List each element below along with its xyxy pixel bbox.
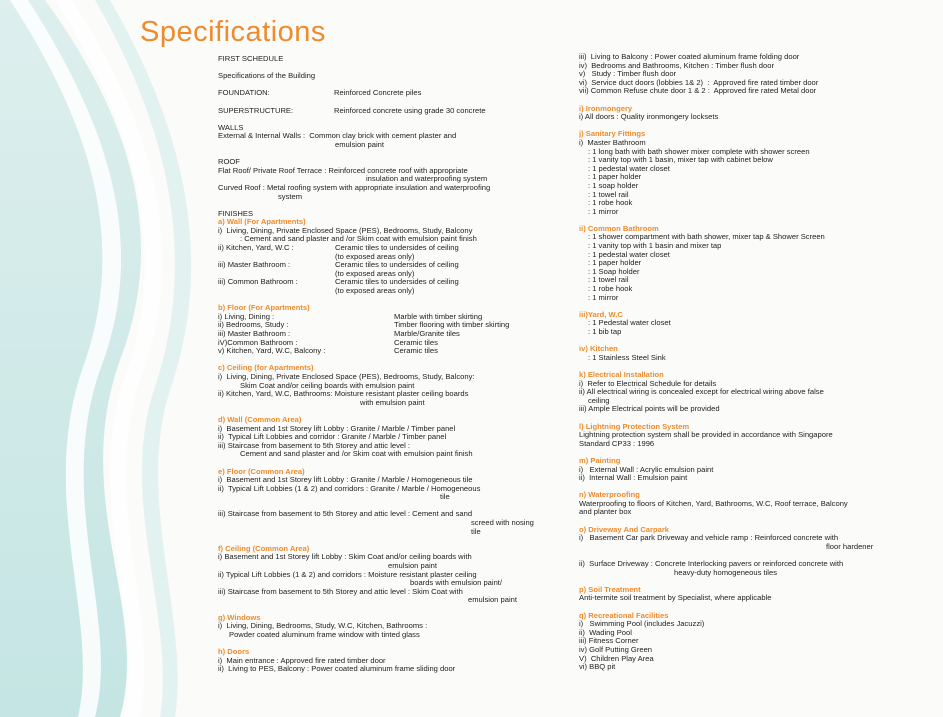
list-item: vi) BBQ pit <box>579 662 616 672</box>
list-item: V) Children Play Area <box>579 653 654 663</box>
section-heading: ii) Common Bathroom <box>579 223 659 233</box>
section-heading: p) Soil Treatment <box>579 584 641 594</box>
list-item: heavy-duty homogeneous tiles <box>674 567 778 577</box>
list-item: i) Living, Dining, Bedrooms, Study, W.C, Kitchen, Bathrooms : <box>218 621 428 631</box>
list-item: and planter box <box>579 507 632 517</box>
item-label: ii) Bedrooms, Study : <box>218 320 289 330</box>
section-heading: h) Doors <box>218 646 250 656</box>
section-heading: f) Ceiling (Common Area) <box>218 543 310 553</box>
section-heading: g) Windows <box>218 612 261 622</box>
list-item: ii) Wading Pool <box>579 627 632 637</box>
list-item: i) Basement and 1st Storey lift Lobby : Skim Coat and/or ceiling boards with <box>218 552 472 562</box>
list-item: Lightning protection system shall be provided in accordance with Singapore <box>579 430 833 440</box>
section-heading: c) Ceiling (for Apartments) <box>218 363 314 373</box>
walls-heading: WALLS <box>218 122 244 132</box>
list-item: tile <box>440 492 450 502</box>
list-item: i) All doors : Quality ironmongery locksets <box>579 112 719 122</box>
list-item: i) Refer to Electrical Schedule for details <box>579 378 717 388</box>
list-item: : 1 Stainless Steel Sink <box>588 352 666 362</box>
list-item: vii) Common Refuse chute door 1 & 2 : Approved fire rated Metal door <box>579 86 817 96</box>
list-item: : 1 robe hook <box>588 284 633 294</box>
list-item: : 1 mirror <box>588 292 619 302</box>
section-heading: iv) Kitchen <box>579 344 618 354</box>
item-label: ii) Kitchen, Yard, W.C : <box>218 243 294 253</box>
first-schedule-heading: FIRST SCHEDULE <box>218 54 284 63</box>
roof-line: insulation and waterproofing system <box>366 174 488 184</box>
list-item: iii) Staircase from basement to 5th Storey and attic level : <box>218 440 411 450</box>
spec-building-text: Specifications of the Building <box>218 71 316 81</box>
list-item: floor hardener <box>826 541 874 551</box>
section-heading: iii)Yard, W.C <box>579 309 623 319</box>
list-item: i) Basement and 1st Storey lift Lobby : Granite / Marble / Timber panel <box>218 423 456 433</box>
list-item: i) Living, Dining, Private Enclosed Space (PES), Bedrooms, Study, Balcony: <box>218 371 475 381</box>
list-item: : 1 vanity top with 1 basin, mixer tap with cabinet below <box>588 155 773 165</box>
list-item: i) Basement and 1st Storey lift Lobby : Granite / Marble / Homogeneous tile <box>218 475 473 485</box>
walls-line: emulsion paint <box>335 139 384 149</box>
section-heading: e) Floor (Common Area) <box>218 466 305 476</box>
list-item: : 1 towel rail <box>588 189 629 199</box>
list-item: ii) Typical Lift Lobbies (1 & 2) and corridors : Moisture resistant plaster ceiling <box>218 569 477 579</box>
item-value: Ceramic tiles <box>394 346 438 356</box>
section-heading: m) Painting <box>579 455 621 465</box>
item-value: Marble/Granite tiles <box>394 329 460 338</box>
item-label: iV)Common Bathroom : <box>218 337 298 347</box>
list-item: Standard CP33 : 1996 <box>579 438 655 448</box>
list-item: : 1 long bath with bath shower mixer complete with shower screen <box>588 146 810 156</box>
item-label: iii) Master Bathroom : <box>218 260 291 270</box>
list-item: ii) Living to PES, Balcony : Power coated aluminum frame sliding door <box>218 664 456 674</box>
list-item: ii) All electrical wiring is concealed except for electrical wiring above false <box>579 387 824 397</box>
list-item: i) Swimming Pool (includes Jacuzzi) <box>579 619 705 629</box>
list-item: : 1 paper holder <box>588 258 642 268</box>
foundation-label: FOUNDATION: <box>218 88 270 98</box>
list-item: : 1 paper holder <box>588 172 642 182</box>
item-label: v) Kitchen, Yard, W.C, Balcony : <box>218 346 326 356</box>
finishes-heading: FINISHES <box>218 208 254 218</box>
list-item: iii) Fitness Corner <box>579 636 639 646</box>
section-heading: d) Wall (Common Area) <box>218 414 302 424</box>
specifications-right-column <box>579 53 924 672</box>
list-item: iii) Ample Electrical points will be provided <box>579 404 720 414</box>
list-item: boards with emulsion paint/ <box>410 578 503 588</box>
foundation-row <box>218 89 558 98</box>
list-item: emulsion paint <box>468 595 517 605</box>
list-item: vi) Service duct doors (lobbies 1& 2) : Approved fire rated timber door <box>579 77 819 87</box>
list-item: iii) Staircase from basement to 5th Storey and attic level : Skim Coat with <box>218 586 463 596</box>
list-item: Skim Coat and/or ceiling boards with emulsion paint <box>240 380 415 390</box>
list-item: ii) Typical Lift Lobbies and corridor : Granite / Marble / Timber panel <box>218 432 447 442</box>
list-item: ii) Surface Driveway : Concrete Interlocking pavers or reinforced concrete with <box>579 559 844 569</box>
section-heading: o) Driveway And Carpark <box>579 524 670 534</box>
roof-heading: ROOF <box>218 157 240 167</box>
item-value: (to exposed areas only) <box>335 286 415 296</box>
walls-line: External & Internal Walls : Common clay brick with cement plaster and <box>218 131 457 141</box>
list-item: Cement and sand plaster and /or Skim coat with emulsion paint finish <box>240 449 473 459</box>
section-heading: q) Recreational Facilities <box>579 610 669 620</box>
list-item: : 1 vanity top with 1 basin and mixer tap <box>588 241 722 251</box>
list-item: : 1 bib tap <box>588 327 622 336</box>
list-item: : Cement and sand plaster and /or Skim coat with emulsion paint finish <box>240 234 477 244</box>
list-item: i) Living, Dining, Private Enclosed Space (PES), Bedrooms, Study, Balcony <box>218 225 473 235</box>
page-title: Specifications <box>140 16 326 48</box>
item-value: Ceramic tiles to undersides of ceiling <box>335 243 459 253</box>
list-item: emulsion paint <box>388 561 437 571</box>
list-item: : 1 mirror <box>588 206 619 216</box>
section-heading: a) Wall (For Apartments) <box>218 217 306 227</box>
subsection-heading: i) Master Bathroom <box>579 137 646 147</box>
list-item: : 1 towel rail <box>588 275 629 285</box>
list-item: : 1 soap holder <box>588 180 639 190</box>
roof-line: Curved Roof : Metal roofing system with appropriate insulation and waterproofing <box>218 182 491 192</box>
decorative-wave-band <box>0 0 230 717</box>
list-item: ii) Typical Lift Lobbies (1 & 2) and corridors : Granite / Marble / Homogeneous <box>218 483 481 493</box>
list-item: Anti-termite soil treatment by Specialist, where applicable <box>579 593 772 603</box>
section-heading: b) Floor (For Apartments) <box>218 303 310 313</box>
list-item: ceiling <box>588 395 610 405</box>
superstructure-label: SUPERSTRUCTURE: <box>218 105 294 115</box>
item-label: iii) Common Bathroom : <box>218 277 298 287</box>
list-item: : 1 robe hook <box>588 198 633 208</box>
list-item: : 1 Soap holder <box>588 266 640 276</box>
item-value: (to exposed areas only) <box>335 268 415 278</box>
list-item: v) Study : Timber flush door <box>579 69 677 79</box>
item-value: Timber flooring with timber skirting <box>394 320 510 330</box>
list-item: Waterproofing to floors of Kitchen, Yard, Bathrooms, W.C, Roof terrace, Balcony <box>579 498 848 508</box>
section-heading: n) Waterproofing <box>579 490 640 500</box>
list-item: : 1 shower compartment with bath shower, mixer tap & Shower Screen <box>588 232 825 242</box>
list-item: iv) Bedrooms and Bathrooms, Kitchen : Timber flush door <box>579 60 774 70</box>
list-item: : 1 Pedestal water closet <box>588 318 671 328</box>
superstructure-row <box>218 107 558 116</box>
item-value: Ceramic tiles to undersides of ceiling <box>335 260 459 270</box>
section-heading: l) Lightning Protection System <box>579 421 690 431</box>
item-value: (to exposed areas only) <box>335 251 415 261</box>
section-heading: k) Electrical Installation <box>579 369 664 379</box>
list-item: i) External Wall : Acrylic emulsion paint <box>579 464 714 474</box>
list-item: iv) Golf Putting Green <box>579 644 653 654</box>
item-label: iii) Master Bathroom : <box>218 329 291 338</box>
item-value: Ceramic tiles <box>394 337 438 347</box>
item-value: Ceramic tiles to undersides of ceiling <box>335 277 459 287</box>
list-item: Powder coated aluminum frame window with tinted glass <box>229 629 420 639</box>
list-item: with emulsion paint <box>360 397 425 407</box>
list-item: iii) Staircase from basement to 5th Storey and attic level : Cement and sand <box>218 509 473 519</box>
list-item: iii) Living to Balcony : Power coated aluminum frame folding door <box>579 52 800 61</box>
list-item: i) Basement Car park Driveway and vehicle ramp : Reinforced concrete with <box>579 533 839 543</box>
list-item: i) Main entrance : Approved fire rated timber door <box>218 655 386 665</box>
list-item: ii) Kitchen, Yard, W.C, Bathrooms: Moisture resistant plaster ceiling boards <box>218 389 469 399</box>
foundation-value: Reinforced Concrete piles <box>334 88 422 98</box>
list-item <box>218 347 558 356</box>
superstructure-value: Reinforced concrete using grade 30 concrete <box>334 105 486 115</box>
section-heading: j) Sanitary Fittings <box>579 129 646 139</box>
list-item: screed with nosing <box>471 518 534 528</box>
list-item: : 1 pedestal water closet <box>588 163 670 173</box>
specifications-left-column <box>218 55 558 674</box>
list-item: tile <box>471 526 481 536</box>
section-heading: i) Ironmongery <box>579 103 633 113</box>
item-value: Marble with timber skirting <box>394 311 483 321</box>
list-item: : 1 pedestal water closet <box>588 249 670 259</box>
roof-line: system <box>278 191 303 201</box>
roof-line: Flat Roof/ Private Roof Terrace : Reinforced concrete roof with appropriate <box>218 165 468 175</box>
item-label: i) Living, Dining : <box>218 311 275 321</box>
list-item: ii) Internal Wall : Emulsion paint <box>579 473 688 483</box>
